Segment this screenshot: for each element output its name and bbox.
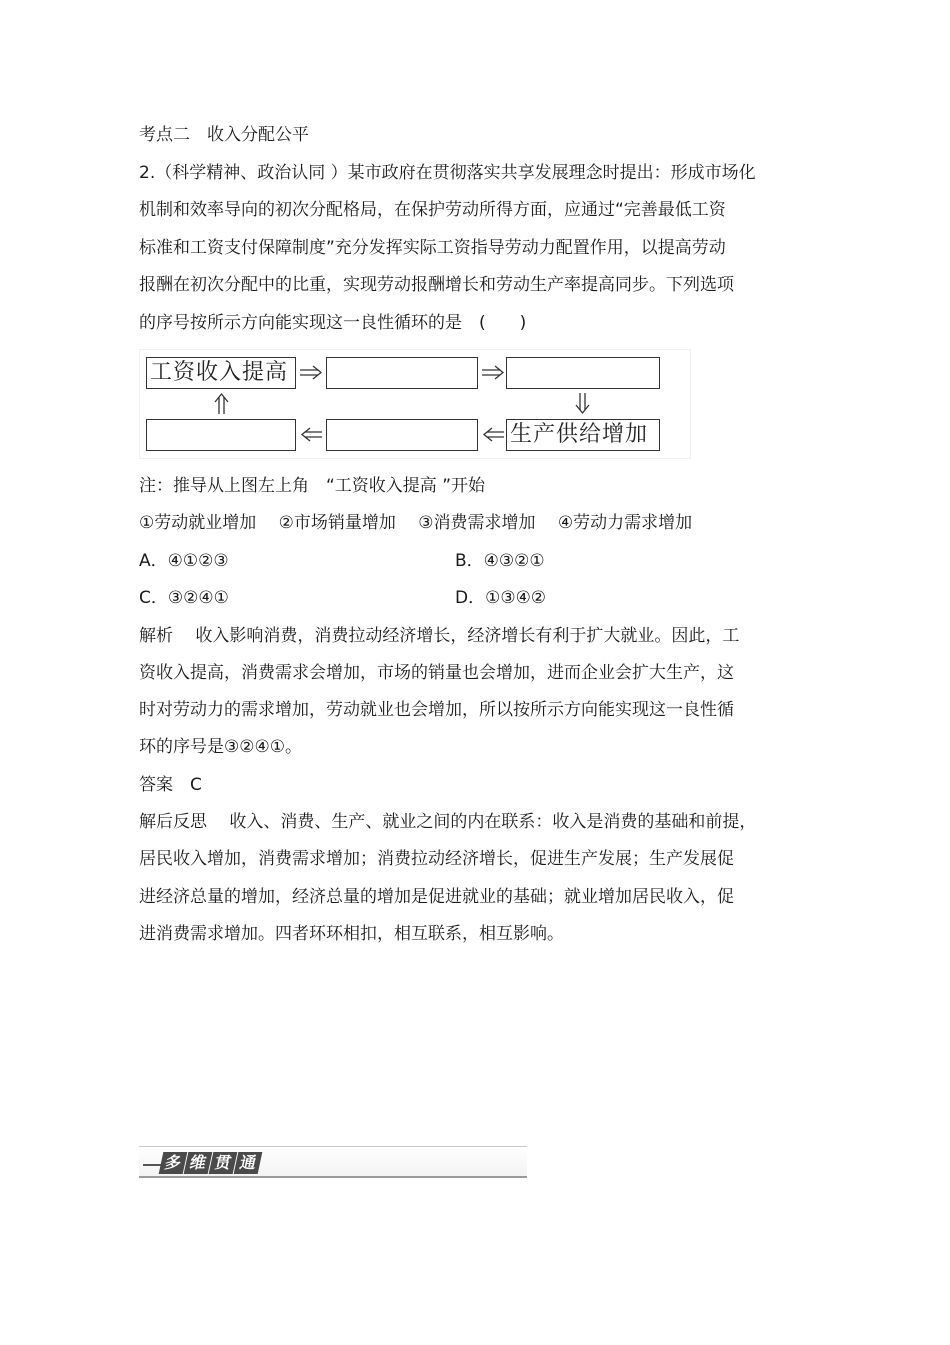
option-a: A．④①②③ xyxy=(139,551,229,571)
arrow-up xyxy=(215,394,228,414)
analysis-line-3: 时对劳动力的需求增加，劳动就业也会增加，所以按所示方向能实现这一良性循 xyxy=(139,700,734,720)
banner-char-2: 维 xyxy=(184,1152,213,1174)
banner-char-4: 通 xyxy=(234,1152,263,1174)
box-wage-income-rise: 工资收入提高 xyxy=(146,357,296,389)
analysis-line-4: 环的序号是③②④①。 xyxy=(139,737,302,757)
question-line-5: 的序号按所示方向能实现这一良性循环的是 ( ) xyxy=(139,313,527,333)
reflection-line-3: 进经济总量的增加，经济总量的增加是促进就业的基础；就业增加居民收入，促 xyxy=(139,887,734,907)
reflection-line-2: 居民收入增加，消费需求增加；消费拉动经济增长，促进生产发展；生产发展促 xyxy=(139,849,734,869)
section-title: 考点二 收入分配公平 xyxy=(139,125,309,145)
banner-char-1: 多 xyxy=(159,1152,188,1174)
option-c: C．③②④① xyxy=(139,588,229,608)
analysis-line-1: 解析 收入影响消费，消费拉动经济增长，经济增长有利于扩大就业。因此，工 xyxy=(139,626,740,646)
answer: 答案 C xyxy=(139,775,202,795)
box-production-supply-increase: 生产供给增加 xyxy=(506,419,660,451)
item-list: ①劳动就业增加 ②市场销量增加 ③消费需求增加 ④劳动力需求增加 xyxy=(139,513,693,533)
section-banner xyxy=(139,1146,527,1178)
banner-rule xyxy=(143,1164,161,1166)
arrow-down xyxy=(576,393,589,413)
banner-title xyxy=(161,1152,261,1174)
analysis-line-2: 资收入提高，消费需求会增加，市场的销量也会增加，进而企业会扩大生产，这 xyxy=(139,663,734,683)
question-line-1: 2.（科学精神、政治认同 ）某市政府在贯彻落实共享发展理念时提出：形成市场化 xyxy=(139,163,756,183)
reflection-line-4: 进消费需求增加。四者环环相扣，相互联系，相互影响。 xyxy=(139,924,564,944)
reflection-line-1: 解后反思 收入、消费、生产、就业之间的内在联系：收入是消费的基础和前提， xyxy=(139,812,757,832)
flow-diagram xyxy=(139,349,691,459)
diagram-note: 注：推导从上图左上角 “工资收入提高 ”开始 xyxy=(139,476,486,496)
question-line-2: 机制和效率导向的初次分配格局，在保护劳动所得方面，应通过“完善最低工资 xyxy=(139,200,726,220)
option-d: D．①③④② xyxy=(455,588,547,608)
arrows-layer xyxy=(140,350,690,458)
arrow-right-2 xyxy=(482,366,503,379)
arrow-left-1 xyxy=(484,428,504,441)
question-line-3: 标准和工资支付保障制度”充分发挥实际工资指导劳动力配置作用，以提高劳动 xyxy=(139,238,726,258)
arrow-right-1 xyxy=(300,366,321,379)
banner-char-3: 贯 xyxy=(209,1152,238,1174)
option-b: B．④③②① xyxy=(455,551,545,571)
arrow-left-2 xyxy=(302,428,322,441)
question-line-4: 报酬在初次分配中的比重，实现劳动报酬增长和劳动生产率提高同步。下列选项 xyxy=(139,275,734,295)
